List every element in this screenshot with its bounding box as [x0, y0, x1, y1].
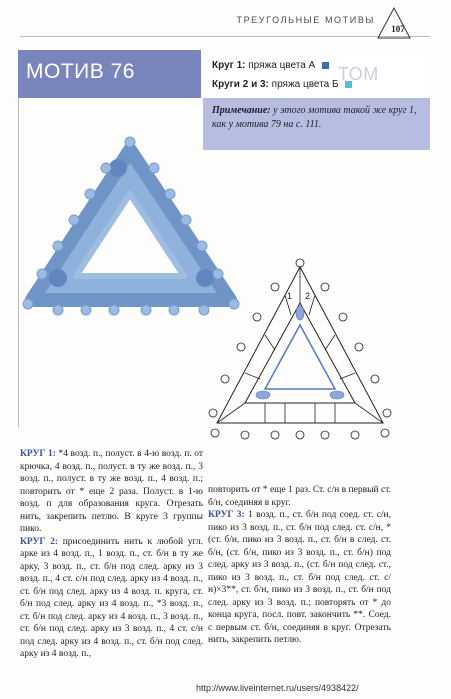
- note-label: Примечание:: [212, 105, 271, 116]
- section-header: ТРЕУГОЛЬНЫЕ МОТИВЫ: [236, 15, 375, 25]
- round3-text: 1 возд. п., ст. б/н под соед. ст. с/н, пико из 3 возд. п., ст. б/н под след. ст. с/н, *(ст. б/н, пико из 3 возд. п., ст. б/н в след. ст. б/н, (ст. б/н, пико из 3 возд. п., ст. б/н) под след. арку из 3 возд. п., (ст. б/н под след. ст., пико из 3 возд. п., ст. б/н под след. ст. с/н)×3**, ст. б/н, пико из 3 возд. п., ст. б/н под след. арку из 3 возд. п.; повторять от * до конца круга, посл. повт. закончить **. Соед. с первым ст. б/н, соединяя в круг. Отрезать нить, закрепить петлю.: [208, 510, 392, 645]
- round2-continued-text: повторить от * еще 1 раз. Ст. с/н в первый ст. б/н, соединяя в круг.: [208, 485, 391, 508]
- round2-paragraph: [20, 536, 203, 661]
- yarn-round1: [212, 60, 329, 71]
- instructions-right-column: [208, 484, 391, 647]
- yarn-rounds23-label: Круги 2 и 3:: [212, 79, 269, 90]
- bleed-through-text: ТОМ: [338, 64, 379, 84]
- header-rule: [20, 36, 430, 37]
- yarn-round1-text: пряжа цвета А: [248, 60, 316, 71]
- motif-photo-body: [32, 150, 230, 300]
- instructions-left-column: [20, 448, 203, 661]
- round2-continued-paragraph: [208, 484, 391, 509]
- yarn-info-box: [203, 50, 430, 98]
- round2-label: КРУГ 2:: [20, 536, 59, 547]
- yarn-round1-label: Круг 1:: [212, 60, 246, 71]
- round1-text: *4 возд. п., полуст. в 4-ю возд. п. от крючка, 4 возд. п., полуст. в ту же возд. п., 3 возд. п., полуст. в ту же возд. п., 4 возд. п.; повторить от * еще 2 раза. Полуст. в 1-ю возд. п для образования круга. Отрезать нить, закрепить петлю. В круге 3 группы пико.: [20, 449, 204, 534]
- round1-label: КРУГ 1:: [20, 449, 56, 459]
- page-number: 107: [391, 24, 405, 34]
- diagram-stitch-lines: [217, 267, 383, 423]
- yarn-rounds23: [212, 79, 352, 90]
- page-number-triangle-icon: [376, 6, 412, 40]
- diagram-round1-petals: [256, 306, 344, 399]
- round3-label: КРУГ 3:: [208, 510, 245, 520]
- yarn-rounds23-text: пряжа цвета Б: [271, 79, 339, 90]
- round2-text: присоединить нить к любой угл. арке из 4 возд. п., 1 возд. п., ст. б/н в ту же арку, 3 возд. п., ст. б/н под след. арку из 3 возд. п., 4 ст. с/н под след. арку из 4 возд. п., ст. б/н под след. арку из 4 возд. п. круга, ст. б/н под след. арку из 4 возд. п., *3 возд. п., ст. б/н под след. арку из 4 возд. п., 3 возд. п., ст. б/н под след. арку из 3 возд. п., 4 ст. с/н под след. арку из 4 возд. п., ст. б/н под след. арку из 4 возд. п.,: [20, 536, 204, 659]
- diagram-label-row1: 1: [287, 291, 293, 301]
- footer-url: http://www.liveinternet.ru/users/4938422/: [196, 683, 359, 693]
- stitch-diagram: [205, 255, 395, 445]
- round3-paragraph: [208, 509, 391, 647]
- round1-paragraph: [20, 448, 203, 536]
- diagram-label-row2: 2: [305, 291, 311, 301]
- note-text: у этого мотива такой же круг 1, как у мотива 79 на с. 111.: [212, 105, 417, 130]
- page-title: МОТИВ 76: [26, 60, 135, 83]
- color-a-swatch-icon: [322, 62, 329, 69]
